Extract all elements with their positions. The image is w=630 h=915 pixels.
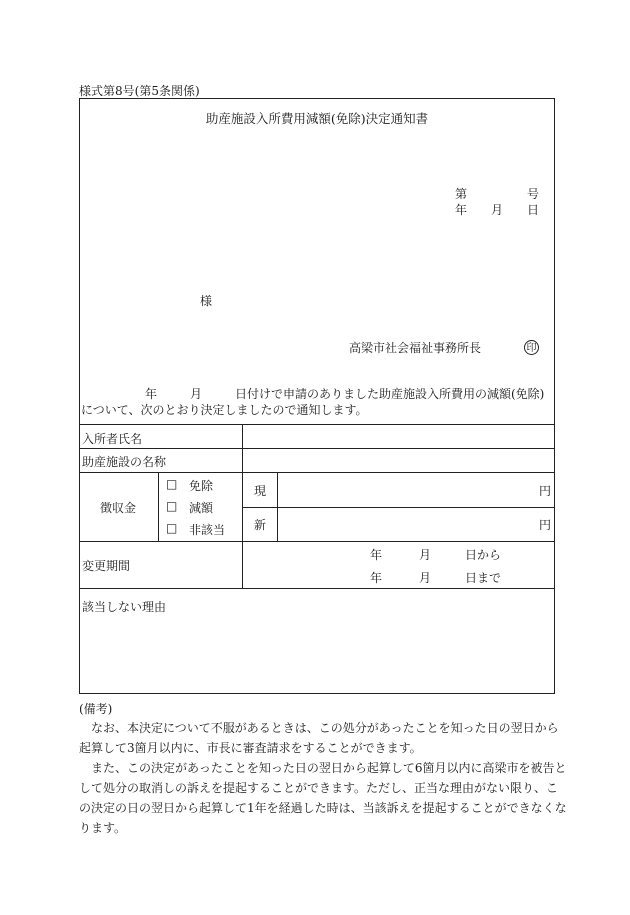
reason-label: 該当しない理由 (82, 600, 167, 614)
seal-stamp: 印 (524, 340, 539, 355)
period-from-year: 年 (370, 548, 383, 562)
intro-text: 日付けで申請のありました助産施設入所費用の減額(免除) (235, 387, 545, 401)
notes-paragraph-1-line-2: 起算して3箇月以内に、市長に審査請求をすることができます。 (79, 741, 422, 755)
notes-paragraph-2-line-1: また、この決定があったことを知った日の翌日から起算して6箇月以内に高梁市を被告と (91, 761, 567, 775)
period-from-month: 月 (419, 548, 432, 562)
new-yen-unit: 円 (539, 518, 552, 532)
notes-paragraph-2-line-3: の決定の日の翌日から起算して1年を経過した時は、当該訴えを提起することができなくな (79, 801, 567, 815)
date-day: 日 (527, 203, 540, 217)
fee-label: 徴収金 (100, 501, 137, 515)
table-divider (277, 472, 278, 541)
period-to-day: 日まで (465, 571, 502, 585)
doc-number-dai: 第 (455, 187, 468, 201)
table-line (79, 541, 555, 542)
resident-name-field[interactable] (246, 428, 551, 444)
notes-paragraph-2-line-2: して処分の取消しの訴えを提起することができます。ただし、正当な理由がない限り、こ (79, 781, 559, 795)
table-line (79, 448, 555, 449)
issuer-name: 高梁市社会福祉事務所長 (349, 341, 482, 355)
option-exemption-label: 免除 (189, 479, 214, 493)
notes-paragraph-2-line-4: ります。 (79, 821, 127, 835)
notes-paragraph-1-line-1: なお、本決定について不服があるときは、この処分があったことを知った日の翌日から (91, 721, 559, 735)
resident-name-label: 入所者氏名 (82, 432, 143, 446)
notes-heading: (備考) (79, 702, 113, 716)
form-number: 様式第8号(第5条関係) (79, 84, 200, 98)
intro-text-line2: について、次のとおり決定しましたので通知します。 (81, 403, 368, 417)
intro-month: 月 (190, 387, 203, 401)
date-year: 年 (455, 203, 468, 217)
table-line (242, 507, 555, 508)
facility-name-label: 助産施設の名称 (82, 455, 167, 469)
new-amount-field[interactable] (282, 511, 532, 537)
change-period-label: 変更期間 (82, 559, 131, 573)
doc-number-go: 号 (527, 187, 540, 201)
table-line (79, 472, 555, 473)
option-not-applicable-label: 非該当 (189, 523, 226, 537)
period-to-year: 年 (370, 571, 383, 585)
new-amount-label: 新 (254, 518, 267, 532)
document-title: 助産施設入所費用減額(免除)決定通知書 (205, 111, 429, 126)
checkbox-not-applicable[interactable]: □ (166, 521, 178, 535)
date-month: 月 (491, 203, 504, 217)
checkbox-reduction[interactable]: □ (166, 499, 178, 513)
period-to-month: 月 (419, 571, 432, 585)
current-yen-unit: 円 (539, 484, 552, 498)
period-from-day: 日から (465, 548, 502, 562)
table-top-line (79, 424, 555, 425)
current-amount-label: 現 (254, 484, 267, 498)
table-line (79, 588, 555, 589)
intro-year: 年 (145, 387, 158, 401)
option-reduction-label: 減額 (189, 501, 214, 515)
checkbox-exemption[interactable]: □ (166, 477, 178, 491)
reason-field[interactable] (84, 616, 550, 688)
current-amount-field[interactable] (282, 476, 532, 502)
facility-name-field[interactable] (246, 452, 551, 468)
table-divider (242, 424, 243, 588)
addressee-suffix: 様 (200, 294, 213, 308)
table-divider (158, 472, 159, 541)
